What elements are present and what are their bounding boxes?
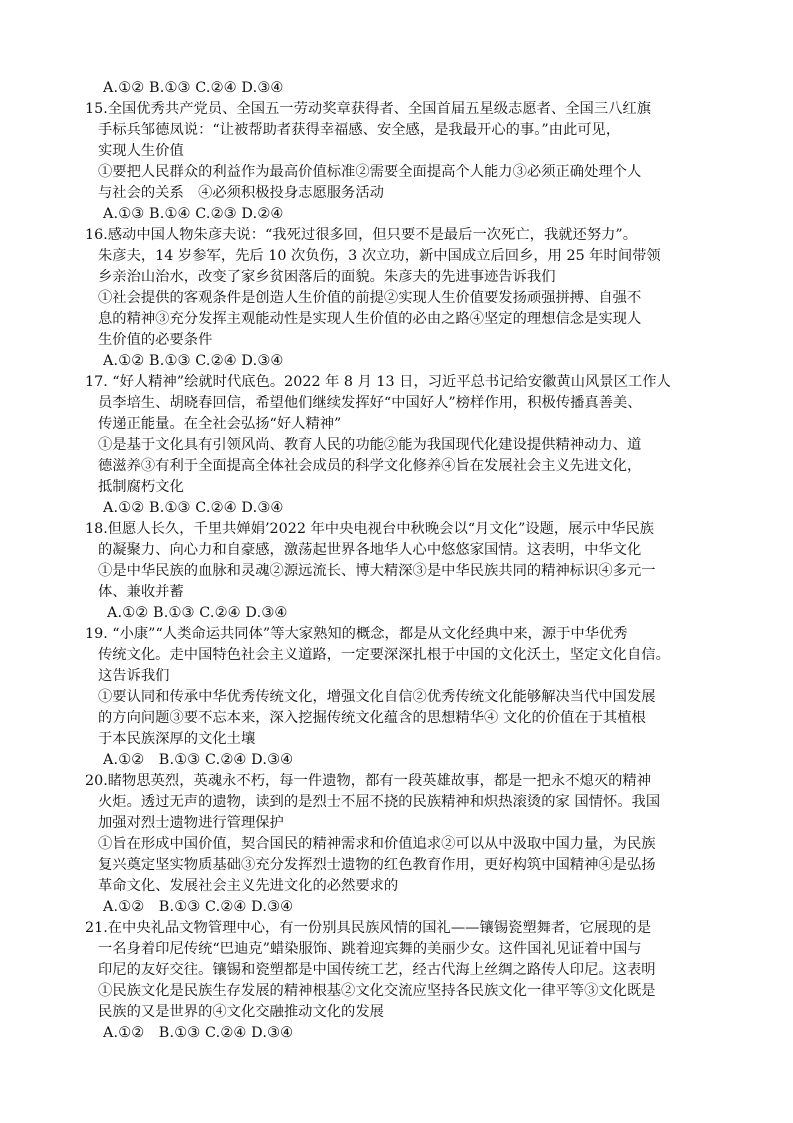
q17-options: A.①② B.①③ C.②④ D.③④ bbox=[103, 500, 284, 516]
q20-statements-line-2: 复兴奠定坚实物质基础③充分发挥烈士遗物的红色教育作用，更好构筑中国精神④是弘扬 bbox=[98, 857, 656, 873]
q17-stem-line-1: 17. “好人精神”绘就时代底色。2022 年 8 月 13 日，习近平总书记给安徽黄山风景区工作人 bbox=[85, 374, 671, 390]
q15-options: A.①③ B.①④ C.②③ D.②④ bbox=[103, 206, 284, 222]
q15-statements-line-2: 与社会的关系 ④必须积极投身志愿服务活动 bbox=[98, 185, 384, 201]
q21-statements-line-2: 民族的又是世界的④文化交融推动文化的发展 bbox=[98, 1004, 384, 1020]
q17-stem-line-2: 员李培生、胡晓春回信，希望他们继续发挥好“中国好人”榜样作用，积极传播真善美、 bbox=[98, 395, 642, 411]
q17-stem-line-3: 传递正能量。在全社会弘扬“好人精神” bbox=[98, 416, 342, 432]
q14-options: A.①② B.①③ C.②④ D.③④ bbox=[103, 80, 284, 96]
q15-statements-line-1: ①要把人民群众的利益作为最高价值标准②需要全面提高个人能力③必须正确处理个人 bbox=[98, 164, 642, 180]
q15-stem-line-2: 手标兵邹德凤说：“让被帮助者获得幸福感、安全感，是我最开心的事。”由此可见， bbox=[98, 122, 621, 138]
q17-statements-line-1: ①是基于文化具有引领风尚、教育人民的功能②能为我国现代化建设提供精神动力、道 bbox=[98, 437, 642, 453]
q16-statements-line-2: 息的精神③充分发挥主观能动性是实现人生价值的必由之路④坚定的理想信念是实现人 bbox=[98, 311, 642, 327]
q20-stem-line-3: 加强对烈士遗物进行管理保护 bbox=[98, 815, 284, 831]
q21-stem-line-1: 21.在中央礼品文物管理中心，有一份别具民族风情的国礼——镶锡瓷塑舞者，它展现的是 bbox=[85, 920, 652, 936]
q19-stem-line-2: 传统文化。走中国特色社会主义道路，一定要深深扎根于中国的文化沃土，坚定文化自信。 bbox=[98, 647, 670, 663]
q19-stem-line-3: 这告诉我们 bbox=[98, 668, 170, 684]
q19-statements-line-2: 的方向问题③要不忘本来，深入挖掘传统文化蕴含的思想精华④ 文化的价值在于其植根 bbox=[98, 710, 646, 726]
q19-statements-line-3: 于本民族深厚的文化土壤 bbox=[98, 731, 256, 747]
q18-stem-line-1: 18.但愿人长久，千里共婵娟’2022 年中央电视台中秋晚会以“月文化”设题，展示中华民族 bbox=[85, 521, 654, 537]
q21-statements-line-1: ①民族文化是民族生存发展的精神根基②文化交流应坚持各民族文化一律平等③文化既是 bbox=[98, 983, 656, 999]
q18-statements-line-2: 体、兼收并蓄 bbox=[98, 584, 184, 600]
q20-options: A.①② B.①③ C.②④ D.③④ bbox=[103, 899, 294, 915]
q16-stem-line-1: 16.感动中国人物朱彦夫说：“我死过很多回，但只要不是最后一次死亡，我就还努力”。 bbox=[85, 227, 638, 243]
q19-options: A.①② B.①③ C.②④ D.③④ bbox=[103, 752, 294, 768]
q18-options: A.①② B.①③ C.②④ D.③④ bbox=[107, 605, 288, 621]
q20-statements-line-3: 革命文化、发展社会主义先进文化的必然要求的 bbox=[98, 878, 399, 894]
q18-statements-line-1: ①是中华民族的血脉和灵魂②源远流长、博大精深③是中华民族共同的精神标识④多元一 bbox=[98, 563, 656, 579]
q20-stem-line-2: 火炬。透过无声的遗物，读到的是烈士不屈不挠的民族精神和炽热滚烫的家 国情怀。我国 bbox=[98, 794, 661, 810]
q15-stem-line-3: 实现人生价值 bbox=[98, 143, 184, 159]
q21-stem-line-3: 印尼的友好交往。镶锡和瓷塑都是中国传统工艺，经古代海上丝绸之路传人印尼。这表明 bbox=[98, 962, 656, 978]
q20-statements-line-1: ①旨在形成中国价值，契合国民的精神需求和价值追求②可以从中汲取中国力量，为民族 bbox=[98, 836, 656, 852]
q20-stem-line-1: 20.睹物思英烈，英魂永不朽，每一件遗物，都有一段英雄故事，都是一把永不熄灭的精神 bbox=[85, 773, 652, 789]
q21-stem-line-2: 一名身着印尼传统“巴迪克”蜡染服饰、跳着迎宾舞的美丽少女。这件国礼见证着中国与 bbox=[98, 941, 642, 957]
q15-stem-line-1: 15.全国优秀共产党员、全国五一劳动奖章获得者、全国首届五星级志愿者、全国三八红旗 bbox=[85, 101, 652, 117]
q18-stem-line-2: 的凝聚力、向心力和自豪感，激荡起世界各地华人心中悠悠家国情。这表明，中华文化 bbox=[98, 542, 642, 558]
q17-statements-line-2: 德滋养③有利于全面提高全体社会成员的科学文化修养④旨在发展社会主义先进文化， bbox=[98, 458, 642, 474]
q19-statements-line-1: ①要认同和传承中华优秀传统文化，增强文化自信②优秀传统文化能够解决当代中国发展 bbox=[98, 689, 656, 705]
q16-stem-line-2: 朱彦夫，14 岁参军，先后 10 次负伤，3 次立功，新中国成立后回乡，用 25 年时间带领 bbox=[98, 248, 661, 264]
q17-statements-line-3: 抵制腐朽文化 bbox=[98, 479, 184, 495]
q16-statements-line-3: 生价值的必要条件 bbox=[98, 332, 213, 348]
q16-statements-line-1: ①社会提供的客观条件是创造人生价值的前提②实现人生价值要发扬顽强拼搏、自强不 bbox=[98, 290, 642, 306]
q21-options: A.①② B.①③ C.②④ D.③④ bbox=[103, 1025, 294, 1041]
q16-stem-line-3: 乡亲治山治水，改变了家乡贫困落后的面貌。朱彦夫的先进事迹告诉我们 bbox=[98, 269, 556, 285]
q16-options: A.①② B.①③ C.②④ D.③④ bbox=[103, 353, 284, 369]
q19-stem-line-1: 19. “小康”“人类命运共同体”等大家熟知的概念，都是从文化经典中来，源于中华优秀 bbox=[85, 626, 628, 642]
